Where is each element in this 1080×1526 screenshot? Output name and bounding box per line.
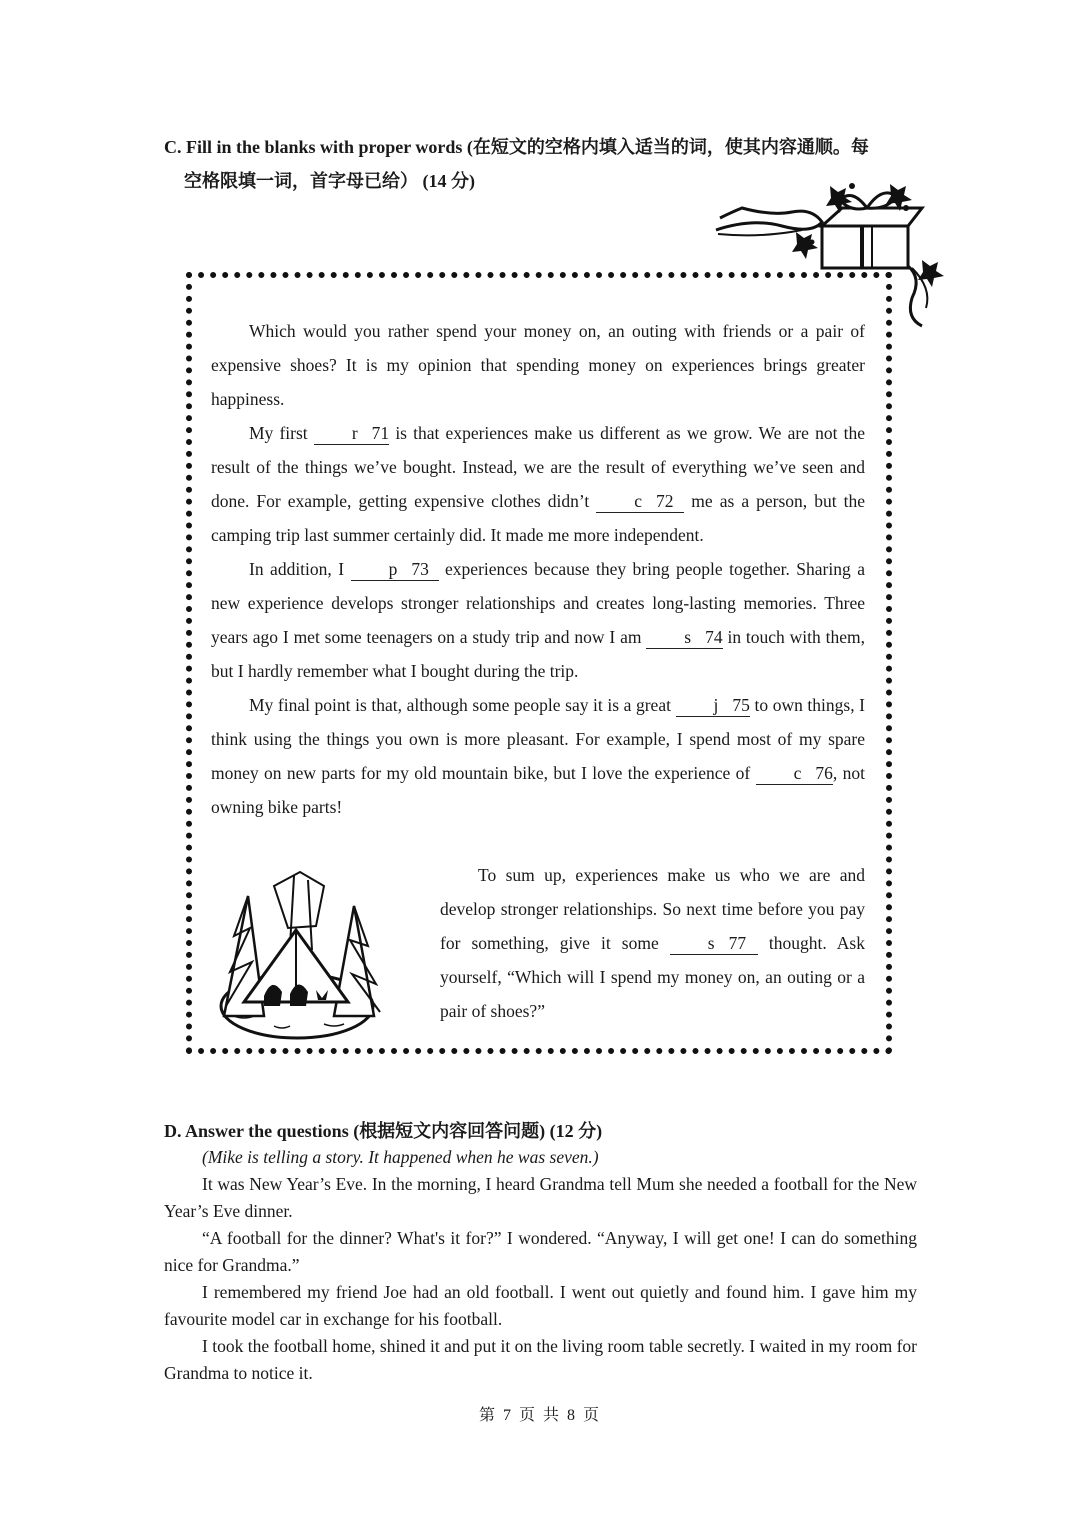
text-span: My final point is that, although some people say it is a great — [249, 695, 676, 715]
story-passage — [164, 1144, 917, 1387]
passage-final — [440, 858, 865, 1028]
text-span: To sum up, experiences make us who we are and develop stronger relationships. So next time before you pay for something, give it some — [440, 865, 865, 953]
blank-71[interactable] — [314, 422, 389, 445]
blank-letter: c — [793, 763, 802, 783]
passage-c — [211, 314, 865, 824]
blank-letter: s — [684, 627, 692, 647]
text-span: , not owning bike parts! — [211, 763, 865, 817]
section-c-title-line2: 空格限填一词，首字母已给） (14 分) — [184, 171, 475, 191]
passage-paragraph-3 — [211, 552, 865, 688]
story-paragraph: I took the football home, shined it and put it on the living room table secretly. I waited in my room for Grandma to notice it. — [164, 1336, 917, 1383]
camping-scene-icon — [204, 866, 390, 1042]
blank-number: 71 — [371, 423, 390, 443]
blank-76[interactable] — [756, 762, 833, 785]
story-paragraph: “A football for the dinner? What's it for?” I wondered. “Anyway, I will get one! I can do something nice for Grandma.” — [164, 1228, 917, 1275]
passage-paragraph-2 — [211, 416, 865, 552]
blank-number: 77 — [728, 933, 747, 953]
passage-paragraph-5 — [440, 858, 865, 1028]
blank-77[interactable] — [670, 932, 758, 955]
story-intro: (Mike is telling a story. It happened when he was seven.) — [202, 1147, 599, 1167]
section-d-title: D. Answer the questions (根据短文内容回答问题) (12 分) — [164, 1121, 603, 1141]
blank-number: 75 — [732, 695, 750, 715]
story-paragraph: I remembered my friend Joe had an old football. I went out quietly and found him. I gave him my favourite model car in exchange for his football. — [164, 1282, 917, 1329]
blank-75[interactable] — [676, 694, 750, 717]
story-paragraph: It was New Year’s Eve. In the morning, I heard Grandma tell Mum she needed a football for the New Year’s Eve dinner. — [164, 1174, 917, 1221]
blank-number: 76 — [815, 763, 833, 783]
blank-72[interactable] — [596, 490, 684, 513]
text-span: in touch with them, but I hardly remember what I bought during the trip. — [211, 627, 865, 681]
blank-letter: c — [634, 491, 643, 511]
blank-number: 73 — [411, 559, 429, 579]
text-span: My first — [249, 423, 314, 443]
text-span: is that experiences make us different as we grow. We are not the result of the things we’ve bought. Instead, we are the result of everything we’ve seen and done. For example, getting expensive clothes didn’t — [211, 423, 865, 511]
blank-number: 72 — [656, 491, 674, 511]
text-span: thought. Ask yourself, “Which will I spend my money on, an outing or a pair of shoes?” — [440, 933, 865, 1021]
page-number: 第 7 页 共 8 页 — [478, 1407, 601, 1424]
blank-letter: p — [388, 559, 398, 579]
blank-74[interactable] — [646, 626, 722, 649]
passage-paragraph-4 — [211, 688, 865, 824]
blank-number: 74 — [705, 627, 723, 647]
passage-paragraph-1: Which would you rather spend your money on, an outing with friends or a pair of expensive shoes? It is my opinion that spending money on experiences brings greater happiness. — [211, 321, 865, 409]
text-span: In addition, I — [249, 559, 351, 579]
blank-letter: r — [351, 423, 358, 443]
blank-letter: s — [707, 933, 715, 953]
section-c-title-line1: C. Fill in the blanks with proper words (在短文的空格内填入适当的词，使其内容通顺。每 — [164, 137, 869, 157]
text-span: me as a person, but the camping trip last summer certainly did. It made me more independent. — [211, 491, 865, 545]
blank-letter: j — [713, 695, 719, 715]
text-span: experiences because they bring people together. Sharing a new experience develops stronger relationships and creates long-lasting memories. Three years ago I met some teenagers on a study trip and now I am — [211, 559, 865, 647]
text-span: to own things, I think using the things you own is more pleasant. For example, I spend most of my spare money on new parts for my old mountain bike, but I love the experience of — [211, 695, 865, 783]
blank-73[interactable] — [351, 558, 439, 581]
